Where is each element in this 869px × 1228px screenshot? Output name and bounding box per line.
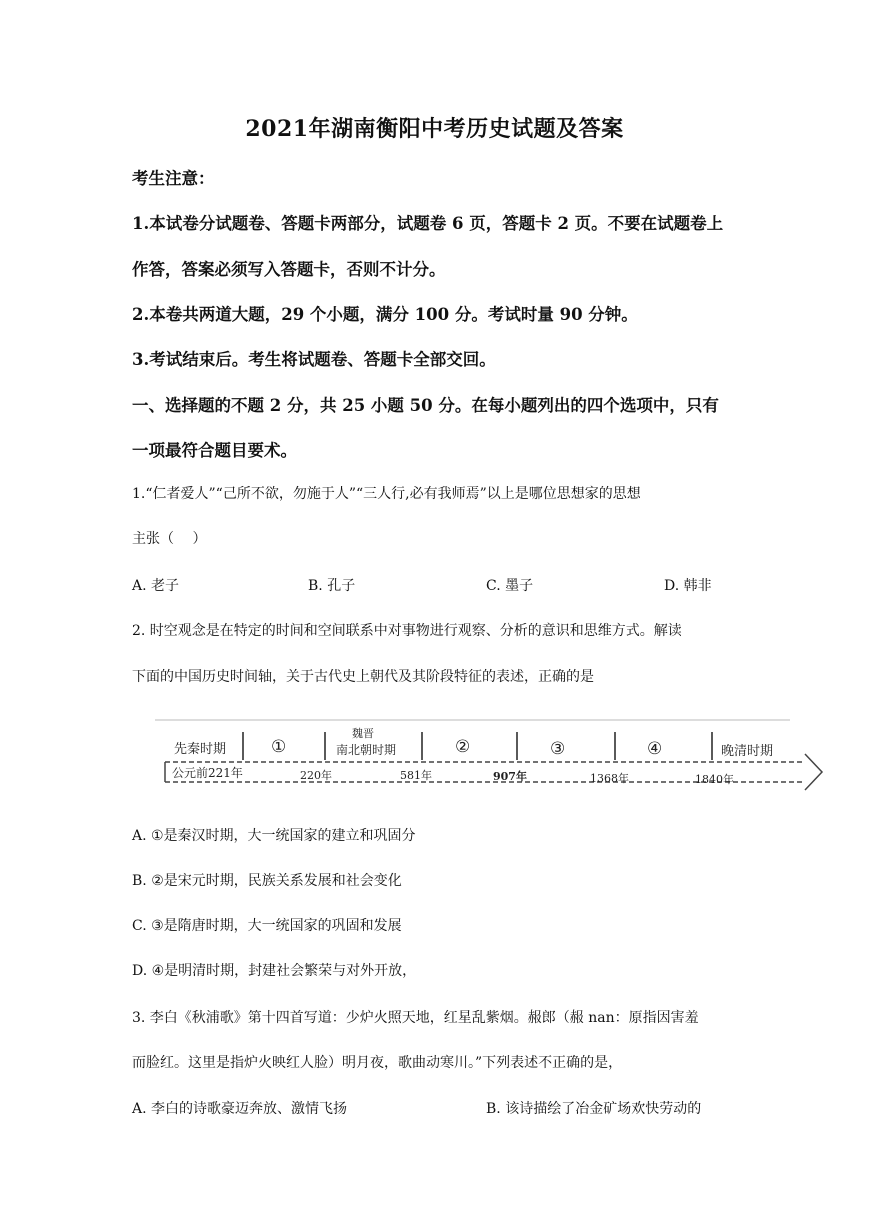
q2-option-a: A. ①是秦汉时期，大一统国家的建立和巩固分 xyxy=(132,828,416,844)
question-1-text-b: 主张（ ） xyxy=(132,531,207,547)
q1-option-a: A. 老子 xyxy=(132,578,180,594)
period-pre-qin: 先秦时期 xyxy=(174,742,227,757)
q1-option-d: D. 韩非 xyxy=(664,578,712,594)
timeline-arrowhead xyxy=(805,754,822,790)
q2-option-d: D. ④是明清时期，封建社会繁荣与对外开放， xyxy=(132,963,417,979)
notice-line-2: 2.本卷共两道大题，29 个小题，满分 100 分。考试时量 90 分钟。 xyxy=(132,305,638,324)
date-220: 220年 xyxy=(300,769,332,782)
question-3-text-b: 而脸红。这里是指炉火映红人脸）明月夜，歌曲动寒川。”下列表述不正确的是， xyxy=(132,1055,623,1071)
notice-line-3: 3.考试结束后。考生将试题卷、答题卡全部交回。 xyxy=(132,350,496,369)
q3-option-b: B. 该诗描绘了冶金矿场欢快劳动的 xyxy=(486,1101,702,1117)
q1-option-b: B. 孔子 xyxy=(308,578,356,594)
period-3: ③ xyxy=(550,739,566,759)
page-title: 2021年湖南衡阳中考历史试题及答案 xyxy=(245,116,624,142)
section-heading-a: 一、选择题的不题 2 分，共 25 小题 50 分。在每小题列出的四个选项中，只有 xyxy=(132,396,719,415)
q3-option-a: A. 李白的诗歌豪迈奔放、激情飞扬 xyxy=(132,1101,348,1117)
history-timeline xyxy=(150,710,830,805)
q2-option-c: C. ③是隋唐时期，大一统国家的巩固和发展 xyxy=(132,918,402,934)
date-1368: 1368年 xyxy=(590,772,629,785)
notice-line-1a: 1.本试卷分试题卷、答题卡两部分，试题卷 6 页，答题卡 2 页。不要在试题卷上 xyxy=(132,214,724,233)
q1-option-c: C. 墨子 xyxy=(486,578,534,594)
date-581: 581年 xyxy=(400,769,432,782)
date-907: 907年 xyxy=(493,770,527,783)
question-3-text-a: 3. 李白《秋浦歌》第十四首写道：少炉火照天地，红星乱紫烟。赧郎（赧 nan：原指因害羞 xyxy=(132,1010,699,1026)
period-1: ① xyxy=(271,737,287,757)
date-1840: 1840年 xyxy=(695,773,734,786)
notice-line-1b: 作答，答案必须写入答题卡，否则不计分。 xyxy=(132,260,446,279)
timeline-svg xyxy=(150,710,830,805)
question-2-text-b: 下面的中国历史时间轴，关于古代史上朝代及其阶段特征的表述，正确的是 xyxy=(132,669,594,685)
notice-heading: 考生注意： xyxy=(132,169,215,188)
period-4: ④ xyxy=(647,739,663,759)
period-2: ② xyxy=(455,737,471,757)
question-2-text-a: 2. 时空观念是在特定的时间和空间联系中对事物进行观察、分析的意识和思维方式。解读 xyxy=(132,623,682,639)
date-221bc: 公元前221年 xyxy=(172,766,243,780)
section-heading-b: 一项最符合题目要术。 xyxy=(132,441,297,460)
question-1-text-a: 1.“仁者爱人”“己所不欲，勿施于人”“三人行,必有我师焉”以上是哪位思想家的思想 xyxy=(132,486,641,502)
q2-option-b: B. ②是宋元时期，民族关系发展和社会变化 xyxy=(132,873,402,889)
period-weijin: 魏晋 xyxy=(352,727,374,740)
period-late-qing: 晚清时期 xyxy=(721,744,774,759)
period-north-south: 南北朝时期 xyxy=(336,743,397,757)
